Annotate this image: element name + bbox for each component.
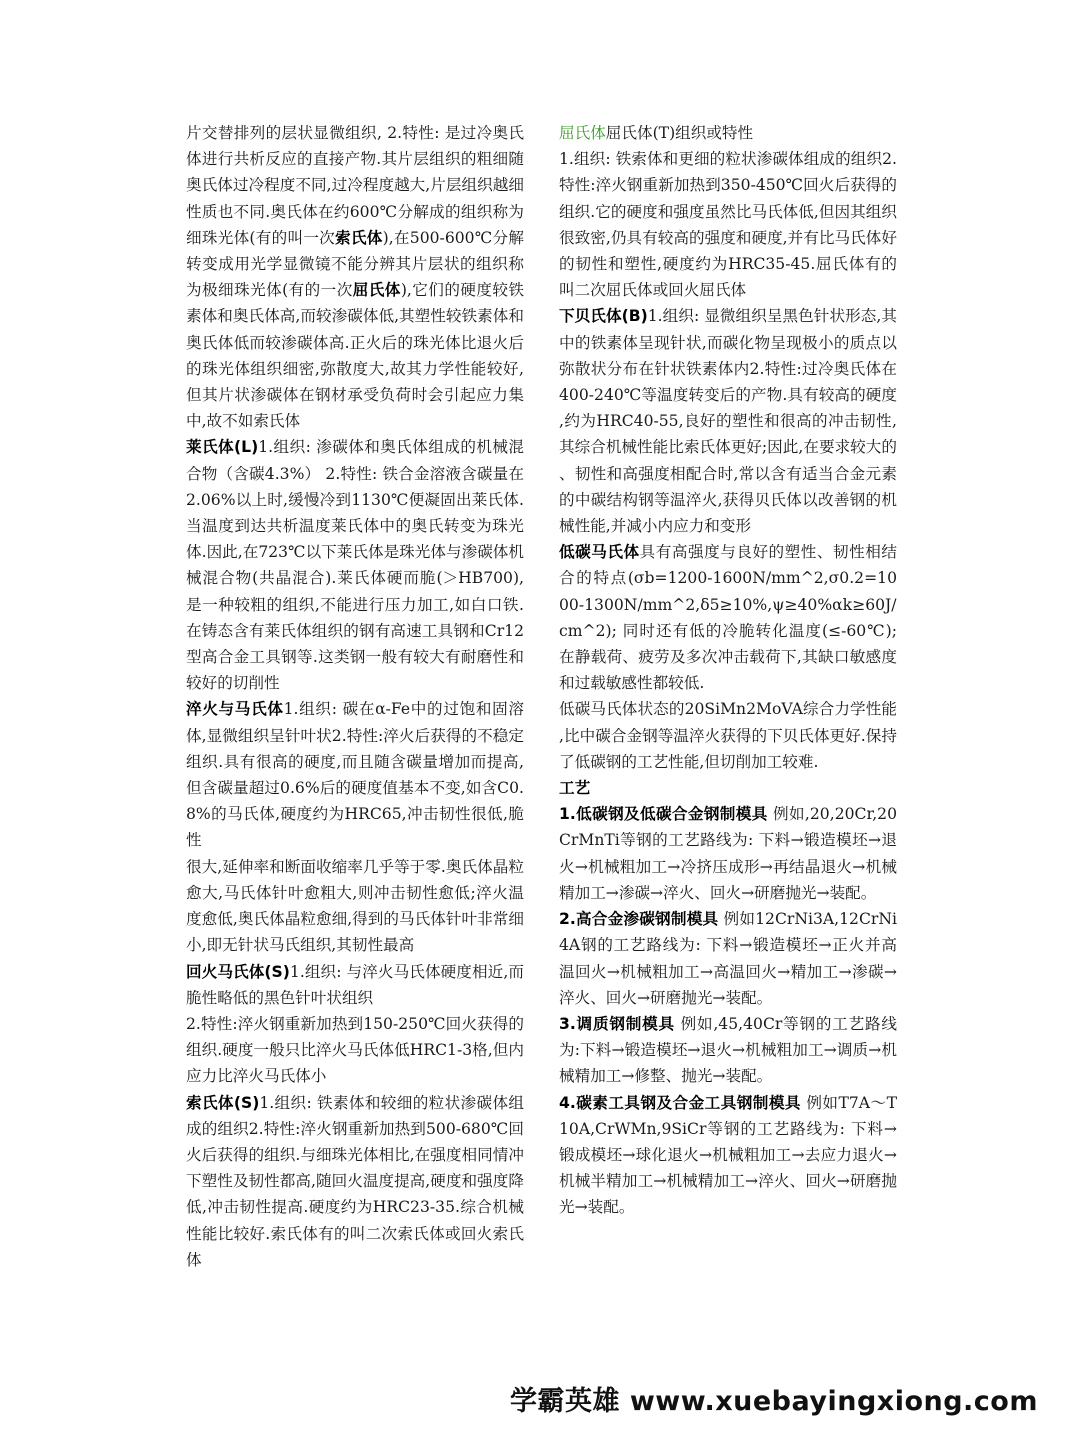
heading-process-3: 3.调质钢制模具 bbox=[559, 1014, 675, 1033]
paragraph-pearlite: 片交替排列的层状显微组织, 2.特性: 是过冷奥氏体进行共析反应的直接产物.其片层组织的粗细随奥氏体过冷程度不同,过冷程度越大,片层组织越细性质也不同.奥氏体在约600℃分解成的组织称为细珠光体(有的叫一次索氏体),在500-600℃分解转变成用光学显微镜不能分辨其片层状的组织称为极细珠光体(有的一次屈氏体),它们的硬度较铁素体和奥氏体高,而较渗碳体低,其塑性较铁素体和奥氏体低而较渗碳体高.正火后的珠光体比退火后的珠光体组织细密,弥散度大,故其力学性能较好,但其片状渗碳体在钢材承受负荷时会引起应力集中,故不如索氏体 bbox=[186, 124, 524, 431]
paragraph-troostite-title: 屈氏体屈氏体(T)组织或特性 bbox=[559, 124, 754, 142]
right-column bbox=[559, 120, 897, 1221]
term-troostite: 屈氏体 bbox=[352, 281, 401, 300]
link-troostite[interactable]: 屈氏体 bbox=[559, 124, 606, 142]
paragraph-process-1: 1.低碳钢及低碳合金钢制模具 例如,20,20Cr,20CrMnTi等钢的工艺路线为: 下料→锻造模坯→退火→机械粗加工→冷挤压成形→再结晶退火→机械精加工→渗碳→淬火、回火→研磨抛光→装配。 bbox=[559, 805, 898, 902]
heading-process-2: 2.高合金渗碳钢制模具 bbox=[559, 910, 719, 929]
paragraph-process-4: 4.碳素工具钢及合金工具钢制模具 例如T7A～T10A,CrWMn,9SiCr等钢的工艺路线为: 下料→锻成模坯→球化退火→机械粗加工→去应力退火→机械半精加工→机械精加工→淬火、回火→研磨抛光→装配。 bbox=[559, 1093, 897, 1217]
paragraph-martensite: 淬火与马氏体1.组织: 碳在α-Fe中的过饱和固溶体,显微组织呈针叶状2.特性:淬火后获得的不稳定组织.具有很高的硬度,而且随含碳量增加而提高,但含碳量超过0.6%后的硬度值基本不变,如含C0.8%的马氏体,硬度约为HRC65,冲击韧性很低,脆性 bbox=[186, 700, 524, 850]
site-watermark: 学霸英雄 www.xuebayingxiong.com bbox=[509, 1386, 1038, 1417]
paragraph-tempered-martensite: 回火马氏体(S)1.组织: 与淬火马氏体硬度相近,而脆性略低的黑色针叶状组织 bbox=[186, 962, 524, 1007]
paragraph-tempered-martensite-props: 2.特性:淬火钢重新加热到150-250℃回火获得的组织.硬度一般只比淬火马氏体低HRC1-3格,但内应力比淬火马氏体小 bbox=[186, 1014, 524, 1086]
paragraph-low-carbon-martensite: 低碳马氏体具有高强度与良好的塑性、韧性相结合的特点(σb=1200-1600N/mm^2,σ0.2=1000-1300N/mm^2,δ5≥10%,ψ≥40%αk≥60J/cm^2); 同时还有低的冷脆转化温度(≤-60℃);在静载荷、疲劳及多次冲击载荷下,其缺口敏感度和过载敏感性都较低. bbox=[559, 543, 897, 693]
heading-low-carbon-martensite: 低碳马氏体 bbox=[559, 543, 640, 562]
heading-quench-martensite: 淬火与马氏体 bbox=[186, 700, 284, 719]
paragraph-martensite-cont: 很大,延伸率和断面收缩率几乎等于零.奥氏体晶粒愈大,马氏体针叶愈粗大,则冲击韧性愈低;淬火温度愈低,奥氏体晶粒愈细,得到的马氏体针叶非常细小,即无针状马氏组织,其韧性最高 bbox=[186, 857, 524, 955]
heading-sorbite: 索氏体(S) bbox=[186, 1093, 260, 1112]
heading-process-4: 4.碳素工具钢及合金工具钢制模具 bbox=[559, 1093, 801, 1112]
paragraph-low-carbon-martensite-cont: 低碳马氏体状态的20SiMn2MoVA综合力学性能,比中碳合金钢等温淬火获得的下贝氏体更好.保持了低碳钢的工艺性能,但切削加工较难. bbox=[559, 700, 897, 771]
heading-process-1: 1.低碳钢及低碳合金钢制模具 bbox=[559, 805, 768, 824]
heading-lower-bainite: 下贝氏体(B) bbox=[559, 307, 648, 326]
heading-ledeburite: 莱氏体(L) bbox=[186, 438, 259, 457]
paragraph-process-3: 3.调质钢制模具 例如,45,40Cr等钢的工艺路线为:下料→锻造模坯→退火→机械粗加工→调质→机械精加工→修整、抛光→装配。 bbox=[559, 1014, 897, 1086]
paragraph-lower-bainite: 下贝氏体(B)1.组织: 显微组织呈黑色针状形态,其中的铁素体呈现针状,而碳化物呈现极小的质点以弥散状分布在针状铁素体内2.特性:过冷奥氏体在400-240℃等温度转变后的产物.具有较高的硬度,约为HRC40-55,良好的塑性和很高的冲击韧性,其综合机械性能比索氏体更好;因此,在要求较大的、韧性和高强度相配合时,常以含有适当合金元素的中碳结构钢等温淬火,获得贝氏体以改善钢的机械性能,并减小内应力和变形 bbox=[559, 307, 898, 536]
paragraph-ledeburite: 莱氏体(L)1.组织: 渗碳体和奥氏体组成的机械混合物（含碳4.3%） 2.特性: 铁合金溶液含碳量在2.06%以上时,缓慢冷到1130℃便凝固出莱氏体.当温度到达共析温度莱氏体中的奥氏转变为珠光体.因此,在723℃以下莱氏体是珠光体与渗碳体机械混合物(共晶混合).莱氏体硬而脆(＞HB700),是一种较粗的组织,不能进行压力加工,如白口铁.在铸态含有莱氏体组织的钢有高速工具钢和Cr12型高合金工具钢等.这类钢一般有较大有耐磨性和较好的切削性 bbox=[186, 438, 524, 693]
term-sorbite: 索氏体 bbox=[335, 228, 383, 247]
heading-tempered-martensite: 回火马氏体(S) bbox=[186, 962, 290, 981]
left-column bbox=[186, 120, 524, 1273]
paragraph-sorbite: 索氏体(S)1.组织: 铁素体和较细的粒状渗碳体组成的组织2.特性:淬火钢重新加热到500-680℃回火后获得的组织.与细珠光体相比,在强度相同情冲下塑性及韧性都高,随回火温度提高,硬度和强度降低,冲击韧性提高.硬度约为HRC23-35.综合机械性能比较好.索氏体有的叫二次索氏体或回火索氏体 bbox=[186, 1093, 524, 1269]
paragraph-troostite: 1.组织: 铁索体和更细的粒状渗碳体组成的组织2.特性:淬火钢重新加热到350-450℃回火后获得的组织.它的硬度和强度虽然比马氏体低,但因其组织很致密,仍具有较高的强度和硬度,并有比马氏体好的韧性和塑性,硬度约为HRC35-45.屈氏体有的叫二次屈氏体或回火屈氏体 bbox=[559, 150, 897, 300]
heading-process: 工艺 bbox=[559, 779, 591, 798]
paragraph-process-2: 2.高合金渗碳钢制模具 例如12CrNi3A,12CrNi4A钢的工艺路线为: 下料→锻造模坯→正火并高温回火→机械粗加工→高温回火→精加工→渗碳→淬火、回火→研磨抛光→装配。 bbox=[559, 910, 897, 1007]
